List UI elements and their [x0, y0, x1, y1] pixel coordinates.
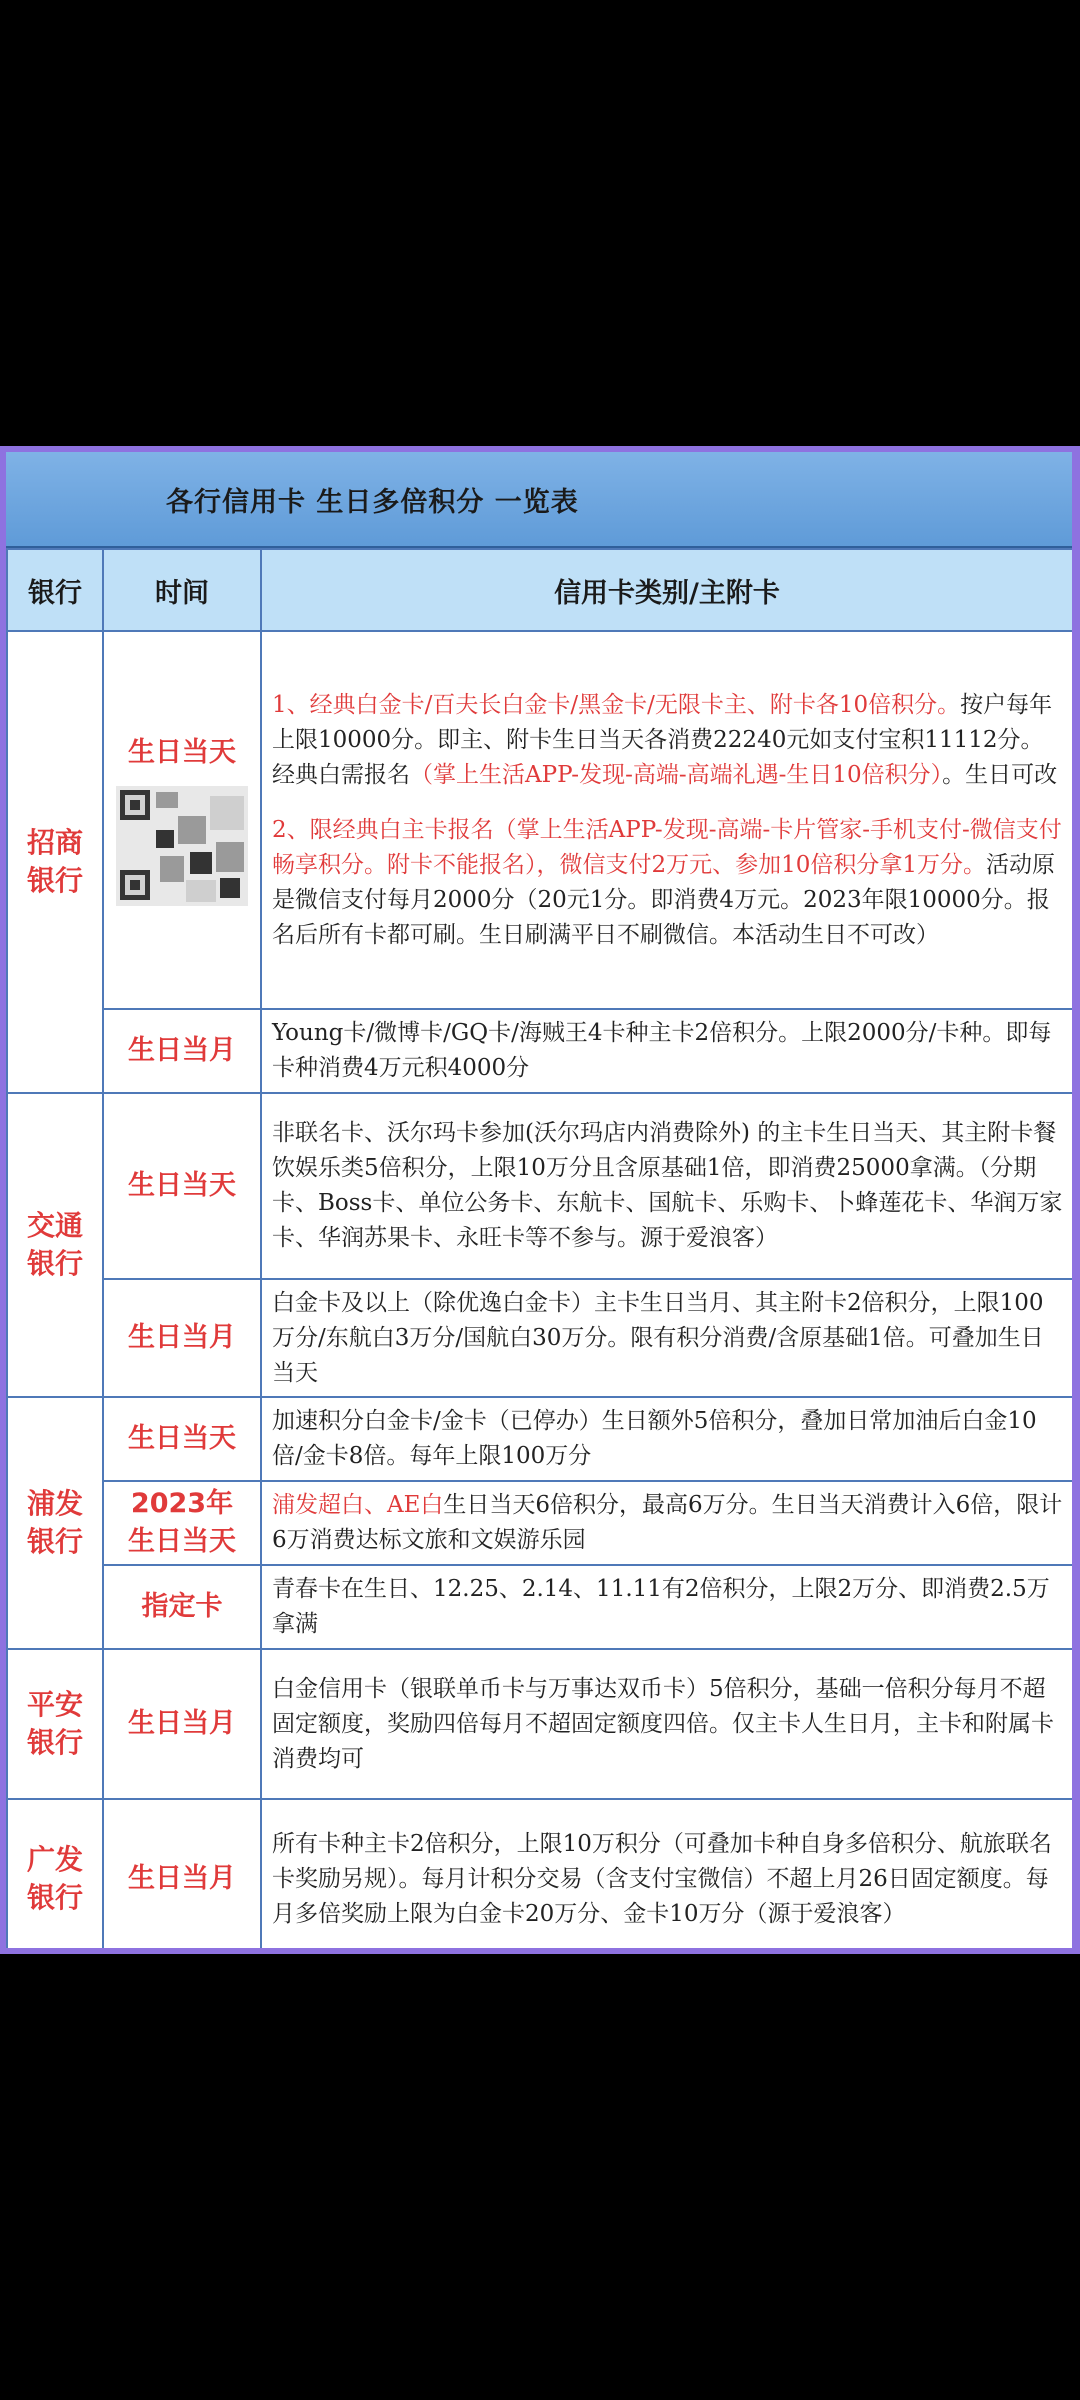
- card-desc: 所有卡种主卡2倍积分，上限10万积分（可叠加卡种自身多倍积分、航旅联名卡奖励另规）。每月计积分交易（含支付宝微信）不超上月26日固定额度。每月多倍奖励上限为白金卡20万分、金卡10万分（源于爱浪客）: [261, 1799, 1072, 1948]
- time-cell: 生日当天: [103, 631, 261, 1009]
- page-title: 各行信用卡 生日多倍积分 一览表: [166, 487, 579, 518]
- card-desc: Young卡/微博卡/GQ卡/海贼王4卡种主卡2倍积分。上限2000分/卡种。即每卡种消费4万元积4000分: [261, 1009, 1072, 1093]
- table-frame: [6, 452, 1072, 1948]
- document-image: [0, 446, 1080, 1954]
- credit-card-table: [6, 548, 1072, 1948]
- time-cell: 生日当月: [103, 1649, 261, 1799]
- table-row: [7, 1009, 1072, 1093]
- card-desc: 青春卡在生日、12.25、2.14、11.11有2倍积分，上限2万分、即消费2.5万拿满: [261, 1565, 1072, 1649]
- table-row: [7, 631, 1072, 1009]
- bank-pingan: 平安银行: [7, 1649, 103, 1799]
- time-cell: 生日当天: [103, 1397, 261, 1481]
- header-card: 信用卡类别/主附卡: [261, 549, 1072, 631]
- bank-spdb: 浦发银行: [7, 1397, 103, 1649]
- blurred-qr-code: [116, 786, 248, 906]
- header-bank: 银行: [7, 549, 103, 631]
- table-row: [7, 1093, 1072, 1279]
- table-row: [7, 1481, 1072, 1565]
- title-bar: [6, 452, 1072, 548]
- time-cell: 2023年生日当天: [103, 1481, 261, 1565]
- time-cell: 生日当月: [103, 1009, 261, 1093]
- card-desc: 浦发超白、AE白生日当天6倍积分，最高6万分。生日当天消费计入6倍，限计6万消费达标文旅和文娱游乐园: [261, 1481, 1072, 1565]
- table-row: [7, 1799, 1072, 1948]
- table-row: [7, 1565, 1072, 1649]
- card-desc: 白金信用卡（银联单币卡与万事达双币卡）5倍积分，基础一倍积分每月不超固定额度，奖励四倍每月不超固定额度四倍。仅主卡人生日月，主卡和附属卡消费均可: [261, 1649, 1072, 1799]
- header-time: 时间: [103, 549, 261, 631]
- header-row: [7, 549, 1072, 631]
- card-desc: 加速积分白金卡/金卡（已停办）生日额外5倍积分，叠加日常加油后白金10倍/金卡8倍。每年上限100万分: [261, 1397, 1072, 1481]
- table-row: [7, 1397, 1072, 1481]
- bank-cmb: 招商银行: [7, 631, 103, 1093]
- time-cell: 生日当月: [103, 1799, 261, 1948]
- card-desc: 非联名卡、沃尔玛卡参加(沃尔玛店内消费除外) 的主卡生日当天、其主附卡餐饮娱乐类5倍积分，上限10万分且含原基础1倍，即消费25000拿满。（分期卡、Boss卡、单位公务卡、东航卡、国航卡、乐购卡、卜蜂莲花卡、华润万家卡、华润苏果卡、永旺卡等不参与。源于爱浪客）: [261, 1093, 1072, 1279]
- card-desc: 白金卡及以上（除优逸白金卡）主卡生日当月、其主附卡2倍积分，上限100万分/东航白3万分/国航白30万分。限有积分消费/含原基础1倍。可叠加生日当天: [261, 1279, 1072, 1397]
- bank-cgb: 广发银行: [7, 1799, 103, 1948]
- card-desc: 1、经典白金卡/百夫长白金卡/黑金卡/无限卡主、附卡各10倍积分。按户每年上限10000分。即主、附卡生日当天各消费22240元如支付宝积11112分。经典白需报名（掌上生活APP-发现-高端-高端礼遇-生日10倍积分）。生日可改 2、限经典白主卡报名（掌上生活APP-发现-高端-卡片管家-手机支付-微信支付畅享积分。附卡不能报名），微信支付2万元、参加10倍积分拿1万分。活动原是微信支付每月2000分（20元1分。即消费4万元。2023年限10000分。报名后所有卡都可刷。生日刷满平日不刷微信。本活动生日不可改）: [261, 631, 1072, 1009]
- time-cell: 生日当天: [103, 1093, 261, 1279]
- table-row: [7, 1279, 1072, 1397]
- table-row: [7, 1649, 1072, 1799]
- bank-bocom: 交通银行: [7, 1093, 103, 1397]
- time-cell: 指定卡: [103, 1565, 261, 1649]
- time-cell: 生日当月: [103, 1279, 261, 1397]
